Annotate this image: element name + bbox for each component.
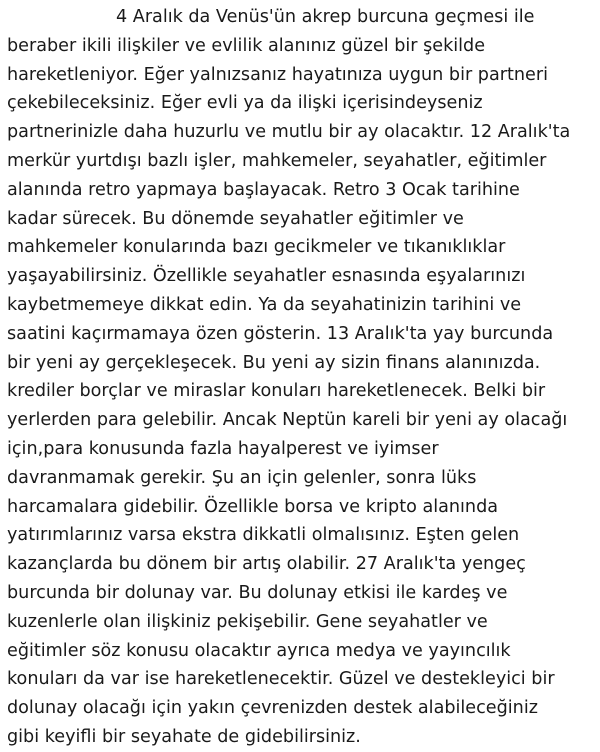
text-line: 4 Aralık da Venüs'ün akrep burcuna geçmesi ile bbox=[116, 7, 535, 27]
text-line: kaybetmemeye dikkat edin. Ya da seyahatinizin tarihini ve bbox=[7, 294, 522, 315]
text-line: kadar sürecek. Bu dönemde seyahatler eğitimler ve bbox=[7, 208, 464, 229]
article-body bbox=[7, 3, 597, 752]
text-line: mahkemeler konularında bazı gecikmeler ve tıkanıklıklar bbox=[7, 237, 506, 258]
text-line: kazançlarda bu dönem bir artış olabilir. 27 Aralık'ta yengeç bbox=[7, 554, 526, 575]
text-line: beraber ikili ilişkiler ve evlilik alanınız güzel bir şekilde bbox=[7, 35, 486, 56]
text-line: davranmamak gerekir. Şu an için gelenler, sonra lüks bbox=[7, 467, 477, 488]
text-line: krediler borçlar ve miraslar konuları hareketlenecek. Belki bir bbox=[7, 381, 546, 402]
text-line: dolunay olacağı için yakın çevrenizden destek alabileceğiniz bbox=[7, 698, 538, 719]
text-line: çekebileceksiniz. Eğer evli ya da ilişki içerisindeyseniz bbox=[7, 93, 483, 114]
text-line: partnerinizle daha huzurlu ve mutlu bir ay olacaktır. 12 Aralık'ta bbox=[7, 122, 571, 143]
text-line: konuları da var ise hareketlenecektir. Güzel ve destekleyici bir bbox=[7, 669, 555, 690]
text-line: hareketleniyor. Eğer yalnızsanız hayatınıza uygun bir partneri bbox=[7, 64, 548, 85]
text-line: yerlerden para gelebilir. Ancak Neptün kareli bir yeni ay olacağı bbox=[7, 410, 568, 431]
text-line: harcamalara gidebilir. Özellikle borsa ve kripto alanında bbox=[7, 496, 499, 517]
text-line: için,para konusunda fazla hayalperest ve iyimser bbox=[7, 438, 439, 459]
text-line: alanında retro yapmaya başlayacak. Retro 3 Ocak tarihine bbox=[7, 179, 520, 200]
text-line: kuzenlerle olan ilişkiniz pekişebilir. Gene seyahatler ve bbox=[7, 611, 488, 632]
text-line: yatırımlarınız varsa ekstra dikkatli olmalısınız. Eşten gelen bbox=[7, 525, 520, 546]
text-line: merkür yurtdışı bazlı işler, mahkemeler, seyahatler, eğitimler bbox=[7, 150, 547, 171]
text-line: gibi keyifli bir seyahate de gidebilirsiniz. bbox=[7, 726, 361, 747]
text-line: yaşayabilirsiniz. Özellikle seyahatler esnasında eşyalarınızı bbox=[7, 266, 526, 287]
text-line: eğitimler söz konusu olacaktır ayrıca medya ve yayıncılık bbox=[7, 640, 511, 661]
text-line: saatini kaçırmamaya özen gösterin. 13 Aralık'ta yay burcunda bbox=[7, 323, 554, 344]
text-line: bir yeni ay gerçekleşecek. Bu yeni ay sizin finans alanınızda. bbox=[7, 352, 541, 373]
text-line: burcunda bir dolunay var. Bu dolunay etkisi ile kardeş ve bbox=[7, 582, 508, 603]
